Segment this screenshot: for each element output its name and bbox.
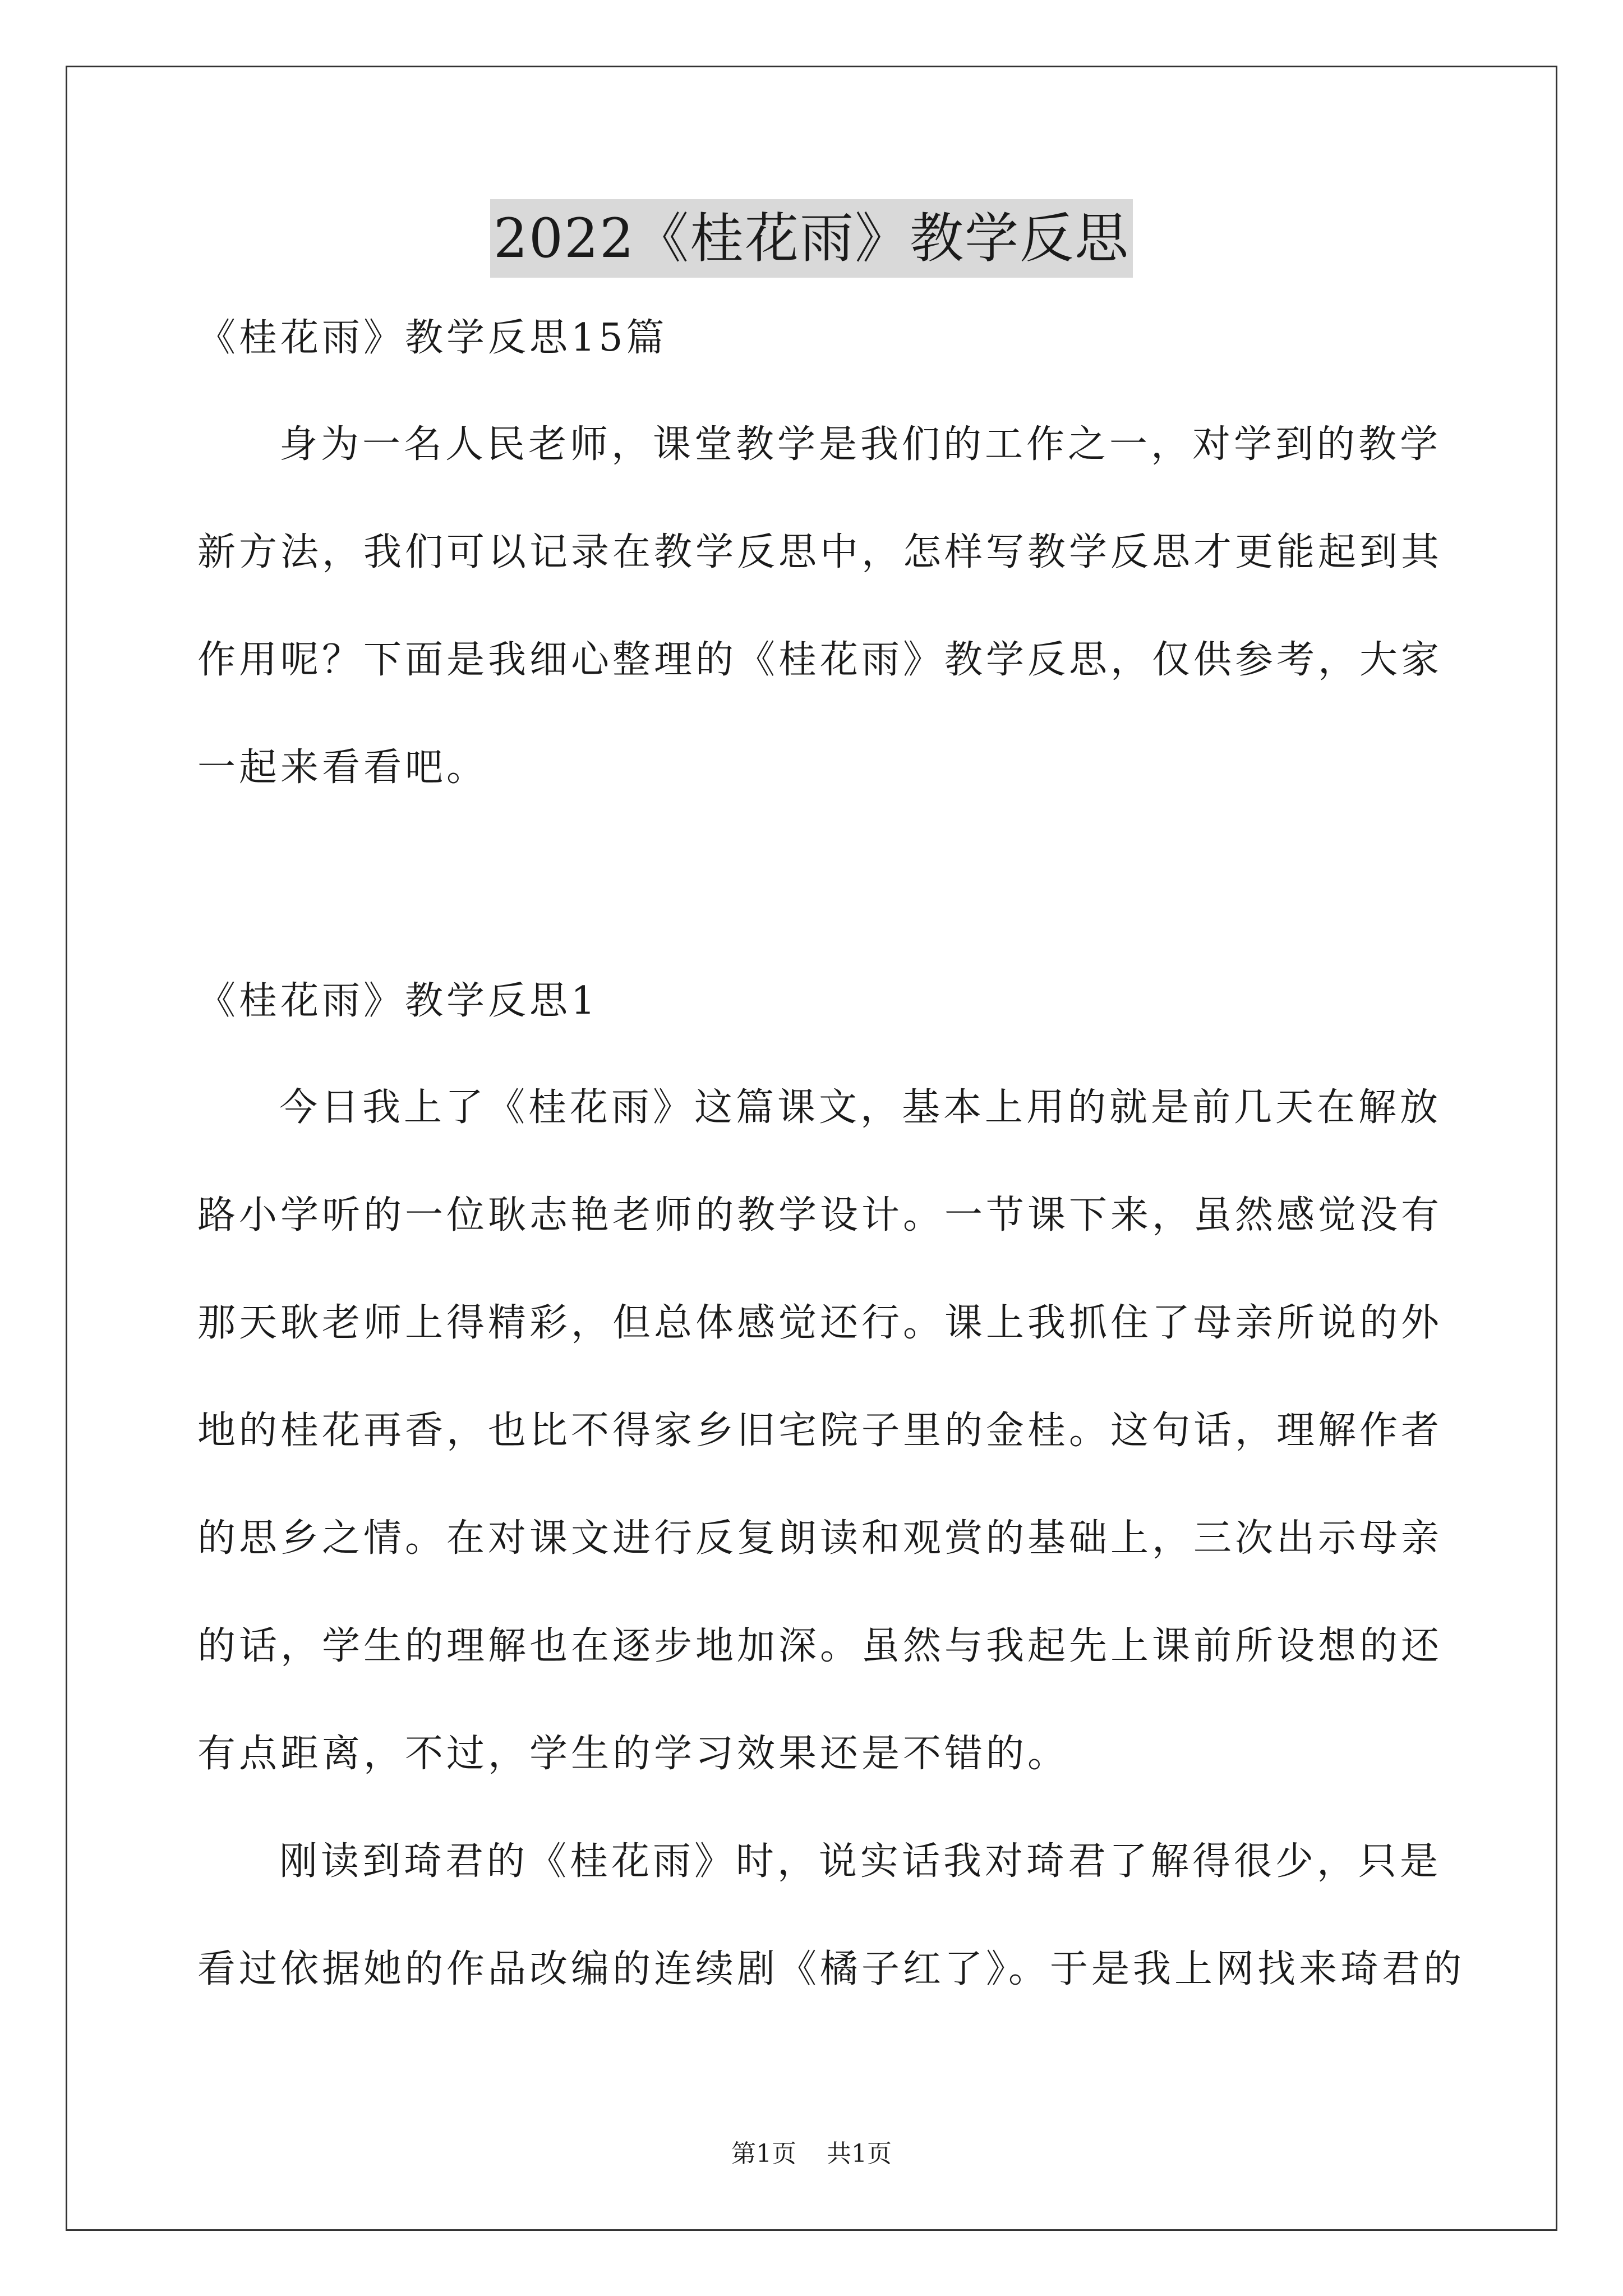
paragraph-line: 刚读到琦君的《桂花雨》时，说实话我对琦君了解得很少，只是 (279, 1839, 1442, 1884)
page-number: 第1页 (731, 2139, 796, 2168)
page-total: 共1页 (827, 2139, 892, 2168)
paragraph-line: 的思乡之情。在对课文进行反复朗读和观赏的基础上，三次出示母亲 (197, 1516, 1443, 1561)
intro-line: 一起来看看吧。 (197, 746, 488, 790)
paragraph-line: 看过依据她的作品改编的连续剧《橘子红了》。于是我上网找来琦君的 (197, 1947, 1465, 1991)
intro-line: 身为一名人民老师，课堂教学是我们的工作之一，对学到的教学 (279, 422, 1442, 467)
paragraph-line: 地的桂花再香，也比不得家乡旧宅院子里的金桂。这句话，理解作者 (197, 1409, 1443, 1453)
intro-line: 作用呢？下面是我细心整理的《桂花雨》教学反思，仅供参考，大家 (197, 638, 1443, 682)
document-title: 2022《桂花雨》教学反思 (490, 199, 1133, 278)
paragraph-line: 那天耿老师上得精彩，但总体感觉还行。课上我抓住了母亲所说的外 (197, 1301, 1443, 1345)
section-paragraph-2 (197, 1835, 1465, 2050)
section-paragraph-1 (197, 1081, 1443, 1835)
intro-paragraph (197, 418, 1443, 849)
paragraph-line: 今日我上了《桂花雨》这篇课文，基本上用的就是前几天在解放 (279, 1085, 1442, 1130)
title-container (0, 199, 1623, 278)
paragraph-line: 的话，学生的理解也在逐步地加深。虽然与我起先上课前所设想的还 (197, 1624, 1443, 1668)
paragraph-line: 有点距离，不过，学生的学习效果还是不错的。 (197, 1732, 1069, 1776)
document-subtitle: 《桂花雨》教学反思15篇 (197, 316, 668, 360)
page-footer (0, 2137, 1623, 2171)
paragraph-line: 路小学听的一位耿志艳老师的教学设计。一节课下来，虽然感觉没有 (197, 1193, 1443, 1237)
section-spacer (197, 849, 1431, 974)
section-heading: 《桂花雨》教学反思1 (197, 979, 599, 1023)
intro-line: 新方法，我们可以记录在教学反思中，怎样写教学反思才更能起到其 (197, 530, 1443, 574)
document-body (197, 311, 1465, 2050)
